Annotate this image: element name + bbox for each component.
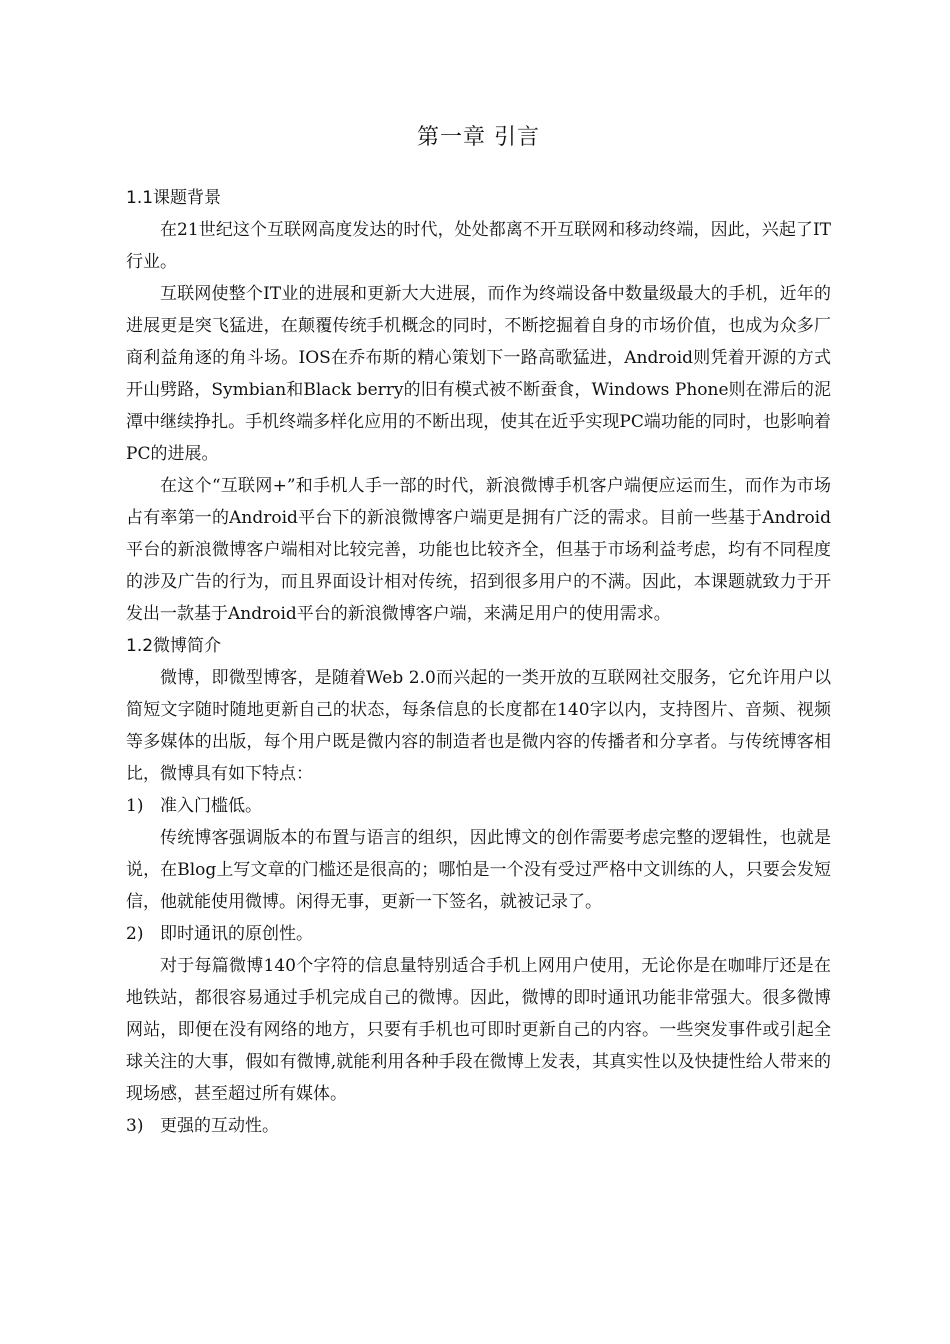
list-item-heading bbox=[126, 1110, 831, 1142]
paragraph: 微博，即微型博客，是随着Web 2.0而兴起的一类开放的互联网社交服务，它允许用户以简短文字随时随地更新自己的状态，每条信息的长度都在140字以内，支持图片、音频、视频等多媒体的出版，每个用户既是微内容的制造者也是微内容的传播者和分享者。与传统博客相比，微博具有如下特点： bbox=[126, 668, 831, 784]
paragraph: 互联网使整个IT业的进展和更新大大进展，而作为终端设备中数量级最大的手机，近年的进展更是突飞猛进，在颠覆传统手机概念的同时，不断挖掘着自身的市场价值，也成为众多厂商利益角逐的角斗场。IOS在乔布斯的精心策划下一路高歌猛进，Android则凭着开源的方式开山劈路，Symbian和Black berry的旧有模式被不断蚕食，Windows Phone则在滞后的泥潭中继续挣扎。手机终端多样化应用的不断出现，使其在近乎实现PC端功能的同时，也影响着PC的进展。 bbox=[126, 284, 831, 464]
paragraph: 传统博客强调版本的布置与语言的组织，因此博文的创作需要考虑完整的逻辑性，也就是说，在Blog上写文章的门槛还是很高的；哪怕是一个没有受过严格中文训练的人，只要会发短信，他就能使用微博。闲得无事，更新一下签名，就被记录了。 bbox=[126, 828, 831, 912]
list-item-heading bbox=[126, 790, 831, 822]
list-item-title: 准入门槛低。 bbox=[160, 796, 262, 816]
section-heading-background: 1.1课题背景 bbox=[126, 188, 222, 208]
paragraph: 在这个“互联网+”和手机人手一部的时代，新浪微博手机客户端便应运而生，而作为市场占有率第一的Android平台下的新浪微博客户端更是拥有广泛的需求。目前一些基于Android平台的新浪微博客户端相对比较完善，功能也比较齐全，但基于市场利益考虑，均有不同程度的涉及广告的行为，而且界面设计相对传统，招到很多用户的不满。因此，本课题就致力于开发出一款基于Android平台的新浪微博客户端，来满足用户的使用需求。 bbox=[126, 476, 831, 624]
paragraph: 对于每篇微博140个字符的信息量特别适合手机上网用户使用，无论你是在咖啡厅还是在地铁站，都很容易通过手机完成自己的微博。因此，微博的即时通讯功能非常强大。很多微博网站，即便在没有网络的地方，只要有手机也可即时更新自己的内容。一些突发事件或引起全球关注的大事，假如有微博,就能利用各种手段在微博上发表，其真实性以及快捷性给人带来的现场感，甚至超过所有媒体。 bbox=[126, 956, 831, 1104]
list-item-title: 即时通讯的原创性。 bbox=[160, 924, 313, 944]
list-number: 3) bbox=[126, 1116, 144, 1136]
chapter-title: 第一章 引言 bbox=[417, 125, 540, 150]
document-page bbox=[126, 118, 831, 1142]
section-heading-weibo-intro: 1.2微博简介 bbox=[126, 636, 222, 656]
paragraph: 在21世纪这个互联网高度发达的时代，处处都离不开互联网和移动终端，因此，兴起了IT行业。 bbox=[126, 220, 831, 272]
list-item-title: 更强的互动性。 bbox=[160, 1116, 279, 1136]
list-number: 2) bbox=[126, 924, 144, 944]
list-item-heading bbox=[126, 918, 831, 950]
list-number: 1) bbox=[126, 796, 144, 816]
